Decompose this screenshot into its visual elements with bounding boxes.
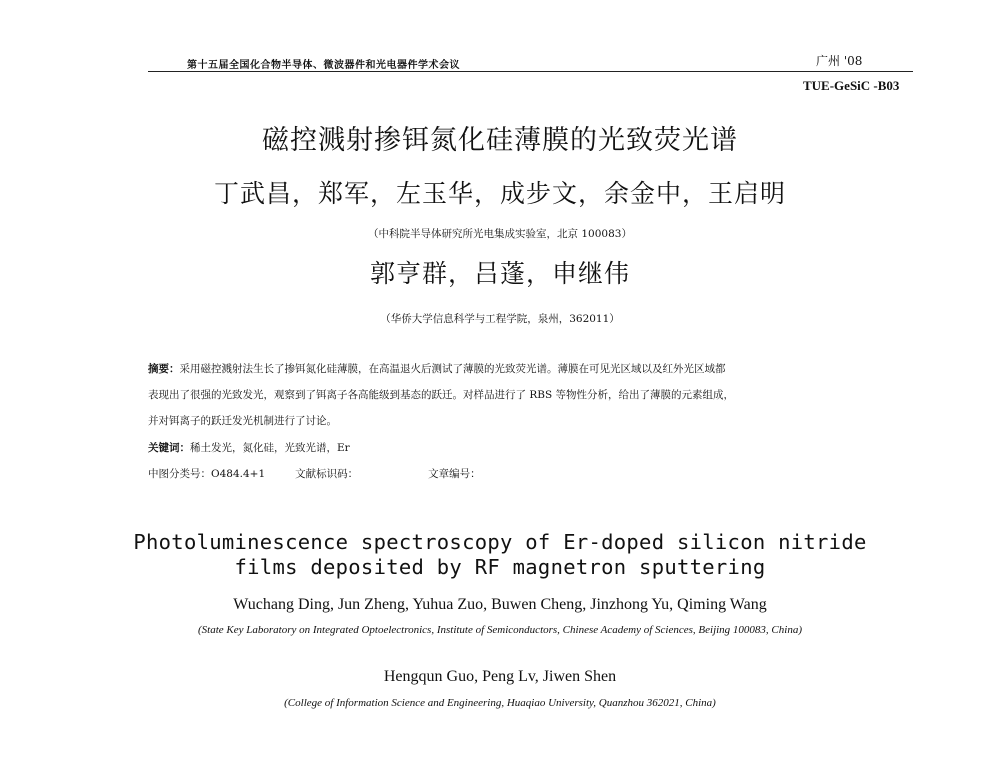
document-code: 文献标识码： [295,468,359,480]
english-authors-2: Hengqun Guo, Peng Lv, Jiwen Shen [383,668,617,685]
header-rule [148,71,913,72]
chinese-authors-2: 郭亨群，吕蓬，申继伟 [369,259,630,288]
chinese-authors-1: 丁武昌，郑军，左玉华，成步文，余金中，王启明 [213,179,786,208]
classification-line [148,466,568,481]
location-year: 广州 '08 [816,54,863,68]
abstract-label: 摘要： [148,363,180,375]
english-affiliation-1: (State Key Laboratory on Integrated Optoelectronics, Institute of Semiconductors, Chinese Academy of Sciences, Beijing 100083, China) [198,624,802,636]
chinese-title: 磁控溅射掺铒氮化硅薄膜的光致荧光谱 [262,125,738,156]
english-authors-1: Wuchang Ding, Jun Zheng, Yuhua Zuo, Buwen Cheng, Jinzhong Yu, Qiming Wang [233,596,767,613]
keywords-line [148,440,350,455]
keywords-label: 关键词： [148,442,190,454]
english-affiliation-2: (College of Information Science and Engineering, Huaqiao University, Quanzhou 362021, China) [284,697,716,709]
article-id: 文章编号： [428,468,481,480]
abstract-text-1: 采用磁控溅射法生长了掺铒氮化硅薄膜，在高温退火后测试了薄膜的光致荧光谱。薄膜在可见光区域以及红外光区域都 [179,363,726,375]
clc-number: 中图分类号：O484.4+1 [148,468,266,480]
conference-header: 第十五届全国化合物半导体、微波器件和光电器件学术会议 [187,60,460,71]
chinese-affiliation-1: （中科院半导体研究所光电集成实验室，北京 100083） [368,228,632,240]
english-title-line-1: Photoluminescence spectroscopy of Er-doped silicon nitride [133,530,867,554]
abstract-line-3: 并对铒离子的跃迁发光机制进行了讨论。 [148,415,337,427]
keywords-text: 稀土发光，氮化硅，光致光谱，Er [190,442,350,454]
abstract-line-2: 表现出了很强的光致发光，观察到了铒离子各高能级到基态的跃迁。对样品进行了 RBS 等物性分析，给出了薄膜的元素组成， [148,389,734,401]
english-title-line-2: films deposited by RF magnetron sputtering [234,555,766,579]
chinese-affiliation-2: （华侨大学信息科学与工程学院，泉州，362011） [380,313,620,325]
abstract-line-1 [148,361,726,376]
paper-code: TUE-GeSiC -B03 [803,78,900,93]
